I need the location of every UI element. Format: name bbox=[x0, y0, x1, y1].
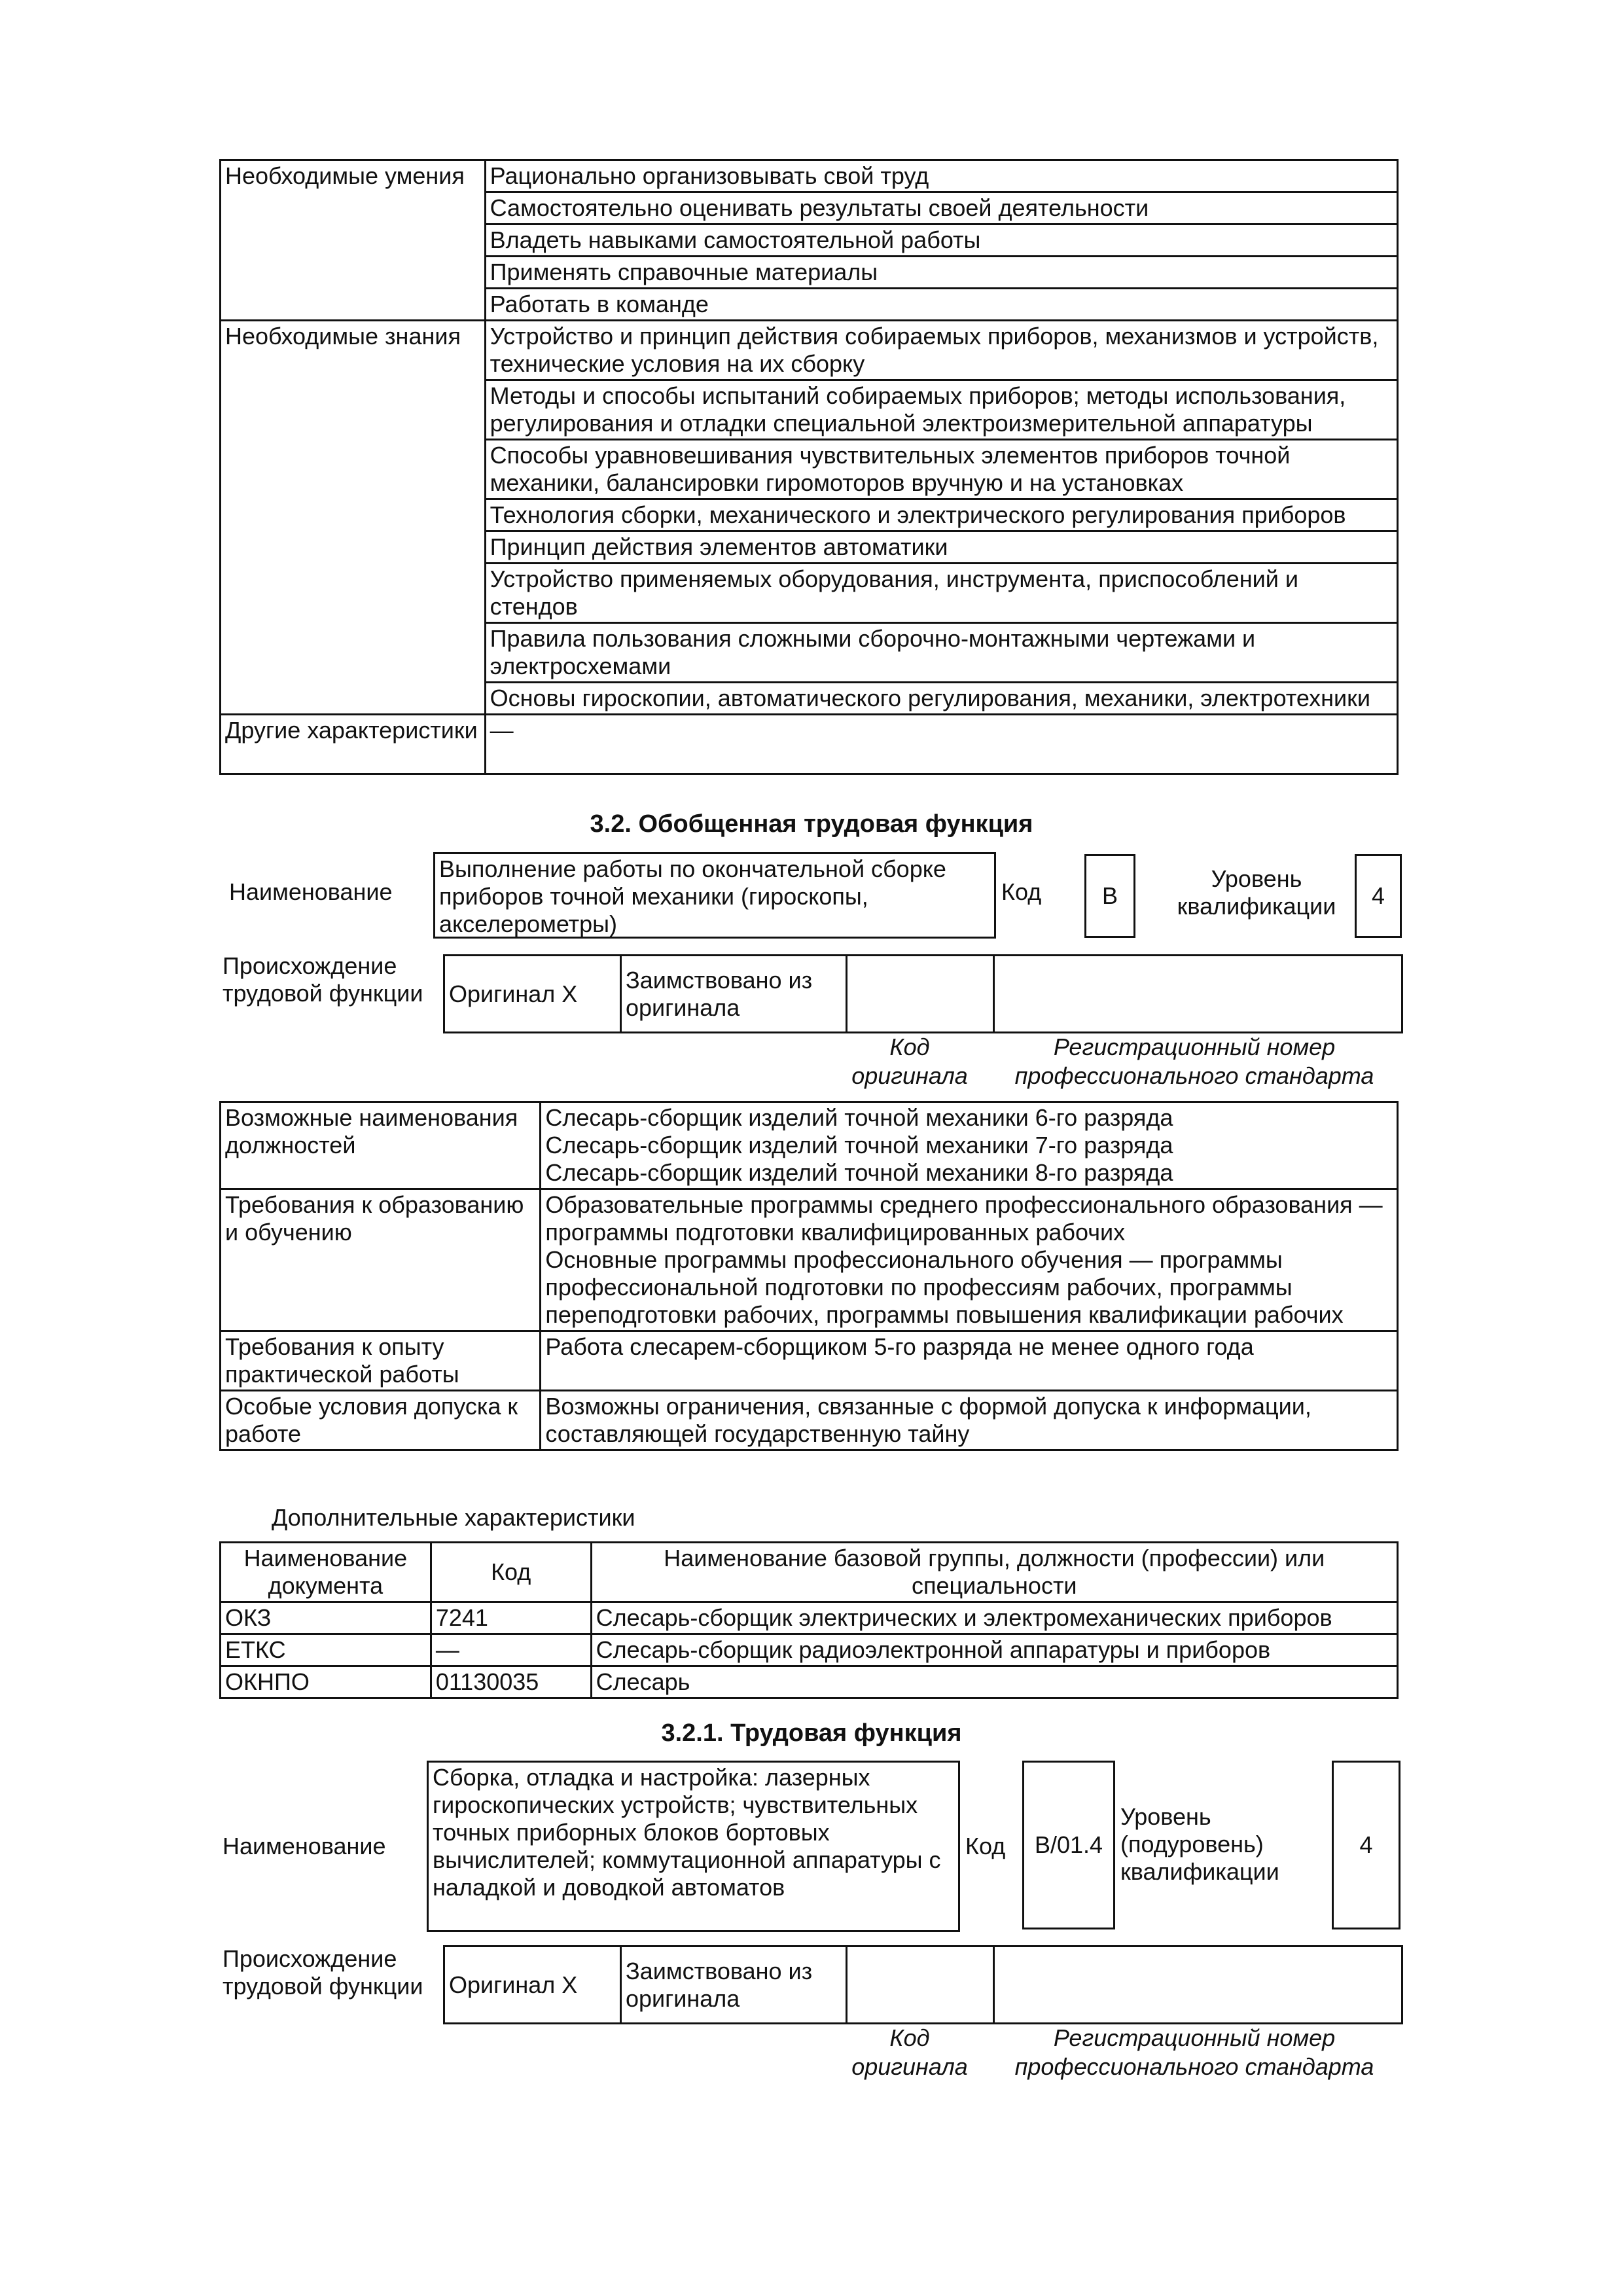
table-row bbox=[221, 1391, 1398, 1450]
table-cell: 01130035 bbox=[431, 1666, 591, 1698]
table-row bbox=[221, 160, 1398, 192]
s32-level-value: 4 bbox=[1355, 854, 1402, 938]
additional-table bbox=[219, 1541, 1399, 1699]
row-item: Применять справочные материалы bbox=[485, 257, 1397, 289]
row-value: Работа слесарем-сборщиком 5-го разряда не менее одного года bbox=[541, 1331, 1398, 1391]
table-row bbox=[221, 1102, 1398, 1189]
table-cell: — bbox=[431, 1634, 591, 1666]
s32-origin-code-cell bbox=[847, 956, 994, 1033]
row-item: Методы и способы испытаний собираемых приборов; методы использования, регулирования и отладки специальной электроизмерительной аппаратуры bbox=[485, 380, 1397, 440]
row-value: Возможны ограничения, связанные с формой допуска к информации, составляющей государственную тайну bbox=[541, 1391, 1398, 1450]
row-item: Правила пользования сложными сборочно-монтажными чертежами и электросхемами bbox=[485, 623, 1397, 683]
s32-name-value: Выполнение работы по окончательной сборке приборов точной механики (гироскопы, акселерометры) bbox=[433, 852, 996, 939]
table-row bbox=[221, 1634, 1398, 1666]
s32-code-value: В bbox=[1084, 854, 1135, 938]
s321-origin-original: Оригинал Х bbox=[444, 1946, 621, 2024]
table-row bbox=[221, 1331, 1398, 1391]
row-label: Требования к образованию и обучению bbox=[221, 1189, 541, 1331]
s32-name-label: Наименование bbox=[229, 878, 393, 905]
s32-origin-table bbox=[443, 954, 1403, 1033]
table-cell: ОКНПО bbox=[221, 1666, 431, 1698]
s321-origin-label: Происхождение трудовой функции bbox=[223, 1945, 423, 2000]
row-label: Требования к опыту практической работы bbox=[221, 1331, 541, 1391]
s321-origin-code-cell bbox=[847, 1946, 994, 2024]
s32-origin-label: Происхождение трудовой функции bbox=[223, 952, 423, 1007]
section-32-title: 3.2. Обобщенная трудовая функция bbox=[590, 810, 1033, 838]
s32-origin-borrowed: Заимствовано из оригинала bbox=[621, 956, 847, 1033]
row-value: Образовательные программы среднего профессионального образования — программы подготовки квалифицированных рабочих Основные программы профессионального обучения — программы профессиональной подготовки по профессиям рабочих, программы переподготовки рабочих, программы повышения квалификации рабочих bbox=[541, 1189, 1398, 1331]
s32-level-label: Уровень квалификации bbox=[1177, 865, 1336, 920]
table-row bbox=[221, 1189, 1398, 1331]
s321-name-label: Наименование bbox=[223, 1833, 386, 1859]
row-item: Рационально организовывать свой труд bbox=[485, 160, 1397, 192]
column-header: Наименование базовой группы, должности (профессии) или специальности bbox=[591, 1543, 1397, 1602]
table-cell: ОКЗ bbox=[221, 1602, 431, 1634]
column-header: Наименование документа bbox=[221, 1543, 431, 1602]
s32-origin-original: Оригинал Х bbox=[444, 956, 621, 1033]
row-label: Необходимые знания bbox=[221, 321, 486, 715]
row-label: Необходимые умения bbox=[221, 160, 486, 321]
s32-caption-code: Код оригинала bbox=[851, 1033, 968, 1089]
s321-origin-borrowed: Заимствовано из оригинала bbox=[621, 1946, 847, 2024]
s321-level-label: Уровень (подуровень) квалификации bbox=[1120, 1803, 1279, 1885]
table-row bbox=[221, 1666, 1398, 1698]
s32-caption-reg: Регистрационный номер профессионального стандарта bbox=[1014, 1033, 1374, 1089]
table-cell: ЕТКС bbox=[221, 1634, 431, 1666]
s321-caption-reg: Регистрационный номер профессионального стандарта bbox=[1014, 2024, 1374, 2080]
table-cell: 7241 bbox=[431, 1602, 591, 1634]
s321-code-label: Код bbox=[965, 1833, 1006, 1859]
table-cell: Слесарь-сборщик электрических и электромеханических приборов bbox=[591, 1602, 1397, 1634]
row-item: Владеть навыками самостоятельной работы bbox=[485, 224, 1397, 257]
row-item: Устройство применяемых оборудования, инструмента, приспособлений и стендов bbox=[485, 564, 1397, 623]
table-cell: Слесарь-сборщик радиоэлектронной аппаратуры и приборов bbox=[591, 1634, 1397, 1666]
row-value: Слесарь-сборщик изделий точной механики 6-го разряда Слесарь-сборщик изделий точной механики 7-го разряда Слесарь-сборщик изделий точной механики 8-го разряда bbox=[541, 1102, 1398, 1189]
row-item: — bbox=[485, 715, 1397, 774]
row-item: Работать в команде bbox=[485, 289, 1397, 321]
table-header-row bbox=[221, 1543, 1398, 1602]
table-row bbox=[221, 715, 1398, 774]
column-header: Код bbox=[431, 1543, 591, 1602]
position-requirements-table bbox=[219, 1101, 1399, 1451]
row-item: Устройство и принцип действия собираемых приборов, механизмов и устройств, технические условия на их сборку bbox=[485, 321, 1397, 380]
row-label: Особые условия допуска к работе bbox=[221, 1391, 541, 1450]
row-item: Способы уравновешивания чувствительных элементов приборов точной механики, балансировки гиромоторов вручную и на установках bbox=[485, 440, 1397, 499]
row-item: Самостоятельно оценивать результаты своей деятельности bbox=[485, 192, 1397, 224]
row-label: Другие характеристики bbox=[221, 715, 486, 774]
row-label: Возможные наименования должностей bbox=[221, 1102, 541, 1189]
s32-code-label: Код bbox=[1001, 878, 1042, 905]
s321-code-value: B/01.4 bbox=[1022, 1761, 1115, 1929]
row-item: Технология сборки, механического и электрического регулирования приборов bbox=[485, 499, 1397, 531]
s321-level-value: 4 bbox=[1332, 1761, 1400, 1929]
table-cell: Слесарь bbox=[591, 1666, 1397, 1698]
additional-title: Дополнительные характеристики bbox=[272, 1504, 635, 1531]
s321-name-value: Сборка, отладка и настройка: лазерных гироскопических устройств; чувствительных точных приборных блоков бортовых вычислителей; коммутационной аппаратуры с наладкой и доводкой автоматов bbox=[427, 1761, 960, 1932]
table-row bbox=[221, 1602, 1398, 1634]
row-item: Основы гироскопии, автоматического регулирования, механики, электротехники bbox=[485, 683, 1397, 715]
section-321-title: 3.2.1. Трудовая функция bbox=[661, 1719, 962, 1747]
s321-caption-code: Код оригинала bbox=[851, 2024, 968, 2080]
s321-origin-table bbox=[443, 1945, 1403, 2024]
s321-origin-reg-cell bbox=[994, 1946, 1402, 2024]
s32-origin-reg-cell bbox=[994, 956, 1402, 1033]
skills-knowledge-table bbox=[219, 159, 1399, 775]
row-item: Принцип действия элементов автоматики bbox=[485, 531, 1397, 564]
table-row bbox=[221, 321, 1398, 380]
